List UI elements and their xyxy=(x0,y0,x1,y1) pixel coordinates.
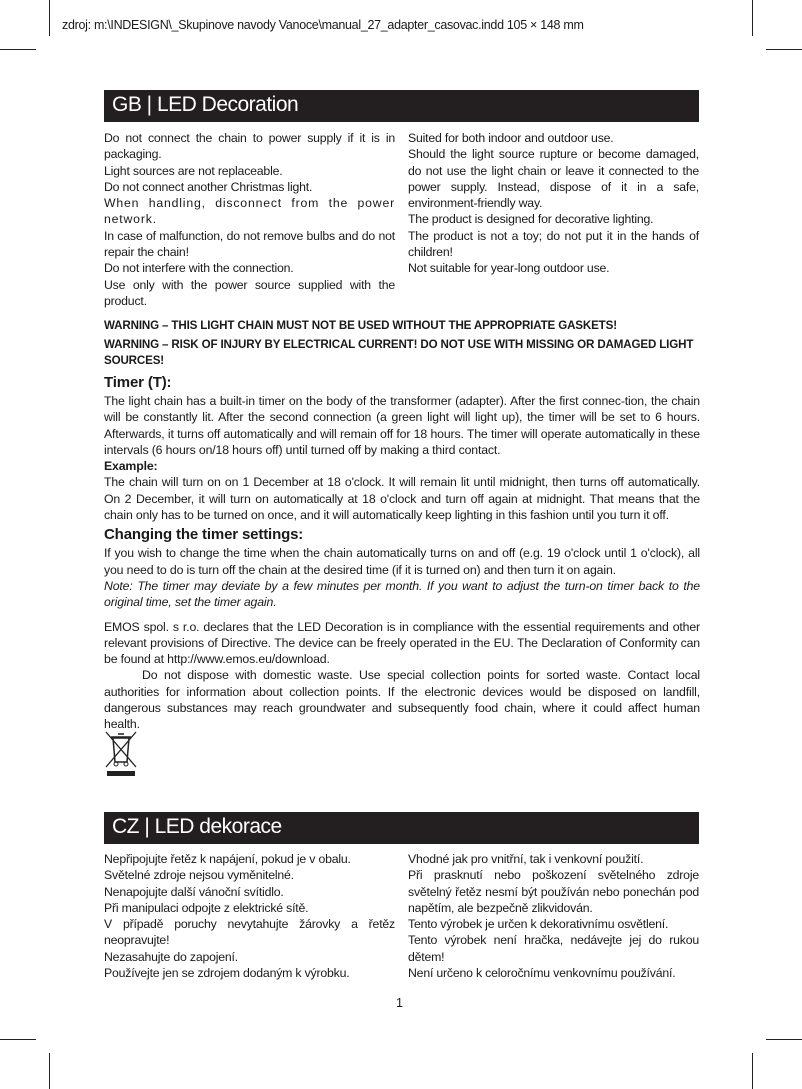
changing-heading: Changing the timer settings: xyxy=(104,526,304,544)
gb-right-item: Suited for both indoor and outdoor use. xyxy=(408,131,614,145)
crop-mark xyxy=(0,1039,36,1040)
cz-right-item: Není určeno k celoročnímu venkovnímu používání. xyxy=(408,966,676,981)
gb-left-item: Use only with the power source supplied with the product. xyxy=(104,277,395,308)
cz-right-item: Tento výrobek je určen k dekorativnímu osvětlení. xyxy=(408,917,669,932)
cz-right-column xyxy=(408,851,699,981)
cz-left-item: Nenapojujte další vánoční svítidlo. xyxy=(104,884,284,899)
crop-mark xyxy=(752,0,753,36)
example-text: The chain will turn on on 1 December at 18 o'clock. It will remain lit until midnight, then turns off automatically. On 2 December, it will turn on automatically at 18 o'clock and turn off again at midnight. That means that the chain only has to be turned on once, and it will automatically keep lighting in this fashion until you turn it off. xyxy=(104,475,700,523)
crop-mark xyxy=(766,1039,802,1040)
crop-mark xyxy=(766,49,802,50)
timer-note: Note: The timer may deviate by a few minutes per month. If you want to adjust the turn-on timer back to the original time, set the timer again. xyxy=(104,578,700,610)
warning-gaskets: WARNING – THIS LIGHT CHAIN MUST NOT BE USED WITHOUT THE APPROPRIATE GASKETS! xyxy=(104,319,617,332)
gb-right-item: Should the light source rupture or become damaged, do not use the light chain or leave it connected to the power supply. Instead, dispose of it in a safe, environment-friendly way. xyxy=(408,147,699,211)
cz-left-item: Nezasahujte do zapojení. xyxy=(104,949,238,964)
warning-electrical: WARNING – RISK OF INJURY BY ELECTRICAL CURRENT! DO NOT USE WITH MISSING OR DAMAGED LIGHT SOURCES! xyxy=(104,338,694,368)
section-title-cz: CZ | LED dekorace xyxy=(104,812,699,844)
crop-mark xyxy=(0,49,36,50)
cz-right-item: Tento výrobek není hračka, nedávejte jej do rukou dětem! xyxy=(408,933,699,964)
gb-left-item: Do not interfere with the connection. xyxy=(104,261,294,276)
timer-section xyxy=(104,373,700,733)
gb-left-item: Do not connect another Christmas light. xyxy=(104,179,313,194)
crop-mark xyxy=(752,1053,753,1089)
cz-left-item: Světelné zdroje nejsou vyměnitelné. xyxy=(104,868,294,883)
cz-right-item: Vhodné jak pro vnitřní, tak i venkovní použití. xyxy=(408,852,644,866)
cz-left-item: V případě poruchy nevytahujte žárovky a řetěz neopravujte! xyxy=(104,917,395,948)
section-title-gb: GB | LED Decoration xyxy=(104,90,699,122)
example-label: Example: xyxy=(104,459,158,474)
gb-left-item: In case of malfunction, do not remove bulbs and do not repair the chain! xyxy=(104,228,395,260)
cz-left-column xyxy=(104,851,395,981)
gb-right-item: The product is designed for decorative lighting. xyxy=(408,212,654,227)
cz-left-item: Při manipulaci odpojte z elektrické sítě. xyxy=(104,900,309,915)
changing-text: If you wish to change the time when the chain automatically turns on and off (e.g. 19 o'clock until 1 o'clock), all you need to do is turn off the chain at the desired time (if it is turned on) and then turn it on again. xyxy=(104,546,700,577)
source-file-line: zdroj: m:\INDESIGN\_Skupinove navody Vanoce\manual_27_adapter_casovac.indd 105 × 148 mm xyxy=(62,18,584,32)
crop-mark xyxy=(49,1053,50,1089)
page-number: 1 xyxy=(396,996,403,1010)
gb-left-item: Light sources are not replaceable. xyxy=(104,163,283,178)
gb-left-item: Do not connect the chain to power supply if it is in packaging. xyxy=(104,131,395,162)
gb-left-item: When handling, disconnect from the power network. xyxy=(104,196,395,227)
declaration-text: EMOS spol. s r.o. declares that the LED Decoration is in compliance with the essential requirements and other relevant provisions of Directive. The device can be freely operated in the EU. The Declaration of Conformity can be found at http://www.emos.eu/download. xyxy=(104,619,700,667)
gb-right-item: Not suitable for year-long outdoor use. xyxy=(408,261,610,276)
gb-left-column xyxy=(104,130,395,309)
cz-left-item: Používejte jen se zdrojem dodaným k výrobku. xyxy=(104,966,350,981)
timer-text: The light chain has a built-in timer on the body of the transformer (adapter). After the first connec-tion, the chain will be constantly lit. After the second connection (a green light will light up), the timer will be set to 6 hours. Afterwards, it turns off automatically and will remain off for 18 hours. The timer will operate automatically in these intervals (6 hours on/18 hours off) until turned off by making a third contact. xyxy=(104,394,700,457)
cz-right-item: Při prasknutí nebo poškození světelného zdroje světelný řetěz nesmí být používán nebo ponechán pod napětím, ale bezpečně zlikvidován. xyxy=(408,868,699,915)
disposal-text: Do not dispose with domestic waste. Use special collection points for sorted waste. Contact local authorities for information about collection points. If the electronic devices would be disposed on landfill, dangerous substances may reach groundwater and subsequently food chain, where it could affect human health. xyxy=(104,668,700,732)
crop-mark xyxy=(49,0,50,36)
weee-crossed-bin-icon xyxy=(104,729,138,777)
timer-heading: Timer (T): xyxy=(104,374,172,391)
gb-right-column xyxy=(408,130,699,277)
gb-right-item: The product is not a toy; do not put it in the hands of children! xyxy=(408,228,699,260)
cz-left-item: Nepřipojujte řetěz k napájení, pokud je v obalu. xyxy=(104,852,351,866)
